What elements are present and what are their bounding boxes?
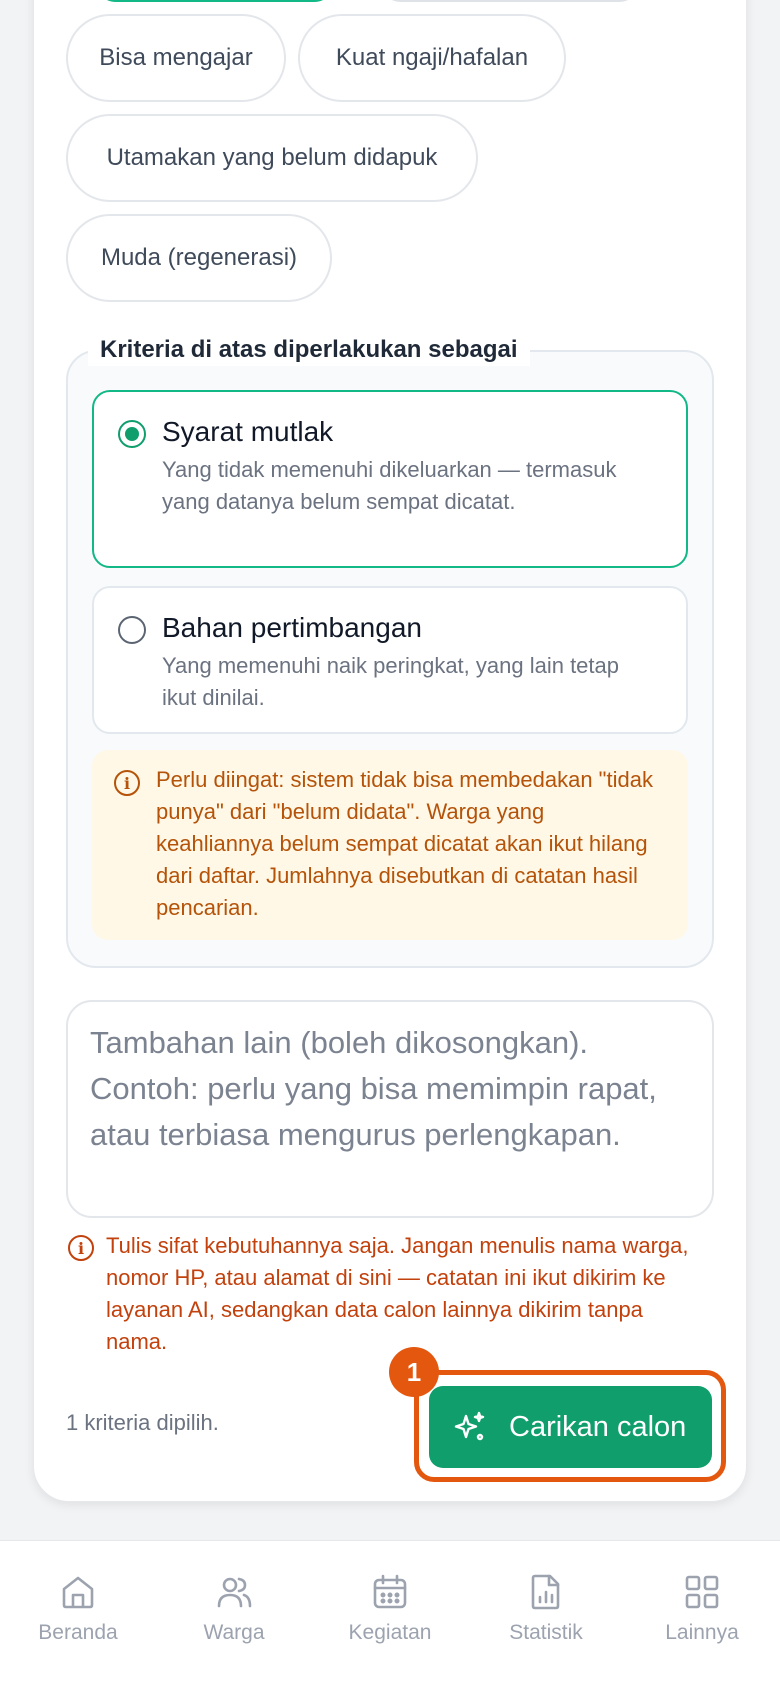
nav-label: Beranda	[38, 1621, 118, 1644]
search-candidates-button[interactable]	[429, 1386, 712, 1468]
chip-label: Bisa mengajar	[99, 44, 253, 71]
nav-label: Statistik	[509, 1621, 583, 1644]
chip-muda-regenerasi[interactable]	[66, 214, 332, 302]
nav-item-lainnya[interactable]	[632, 1573, 772, 1645]
chart-file-icon	[527, 1573, 565, 1611]
chip-label: Muda (regenerasi)	[100, 244, 298, 271]
nav-label: Warga	[203, 1621, 265, 1644]
warning-text: Perlu diingat: sistem tidak bisa membedakan "tidak punya" dari "belum didata". Warga yang keahliannya belum sempat dicatat akan ikut hilang dari daftar. Jumlahnya disebutkan di catatan hasil pencarian.	[156, 767, 653, 920]
option-syarat-mutlak[interactable]	[92, 390, 688, 568]
selected-count: 1 kriteria dipilih.	[66, 1410, 219, 1435]
criteria-mode-legend: Kriteria di atas diperlakukan sebagai	[88, 334, 530, 366]
chip-label: Kuat ngaji/hafalan	[335, 44, 529, 71]
sparkle-icon	[453, 1410, 487, 1444]
chip-label: Utamakan yang belum didapuk	[106, 144, 438, 171]
chip-kuat-ngaji[interactable]	[298, 14, 566, 102]
chip-partial[interactable]	[380, 0, 640, 2]
cta-label: Carikan calon	[509, 1410, 687, 1443]
option-bahan-pertimbangan[interactable]	[92, 586, 688, 734]
grid-icon	[683, 1573, 721, 1611]
chip-partial-selected[interactable]	[95, 0, 335, 2]
warning-box	[92, 750, 688, 940]
option-title: Bahan pertimbangan	[162, 612, 422, 643]
step-badge: 1	[389, 1347, 439, 1397]
nav-label: Lainnya	[665, 1621, 739, 1644]
chip-bisa-mengajar[interactable]	[66, 14, 286, 102]
nav-item-kegiatan[interactable]	[320, 1573, 460, 1645]
option-title: Syarat mutlak	[162, 416, 334, 447]
home-icon	[59, 1573, 97, 1611]
nav-item-statistik[interactable]	[476, 1573, 616, 1645]
radio-selected[interactable]	[118, 420, 146, 448]
users-icon	[215, 1573, 253, 1611]
bottom-nav	[0, 1540, 780, 1688]
nav-label: Kegiatan	[348, 1621, 432, 1644]
nav-item-beranda[interactable]	[8, 1573, 148, 1645]
calendar-icon	[371, 1573, 409, 1611]
privacy-note: Tulis sifat kebutuhannya saja. Jangan menulis nama warga, nomor HP, atau alamat di sini — catatan ini ikut dikirim ke layanan AI, sedangkan data calon lainnya dikirim tanpa nama.	[106, 1233, 689, 1354]
extra-notes-input[interactable]	[66, 1000, 714, 1218]
nav-item-warga[interactable]	[164, 1573, 304, 1645]
info-icon: i	[68, 1235, 94, 1261]
chip-utamakan-belum-didapuk[interactable]	[66, 114, 478, 202]
radio-unselected[interactable]	[118, 616, 146, 644]
option-description: Yang memenuhi naik peringkat, yang lain tetap ikut dinilai.	[162, 653, 619, 710]
info-icon: i	[114, 770, 140, 796]
option-description: Yang tidak memenuhi dikeluarkan — termasuk yang datanya belum sempat dicatat.	[162, 457, 617, 514]
